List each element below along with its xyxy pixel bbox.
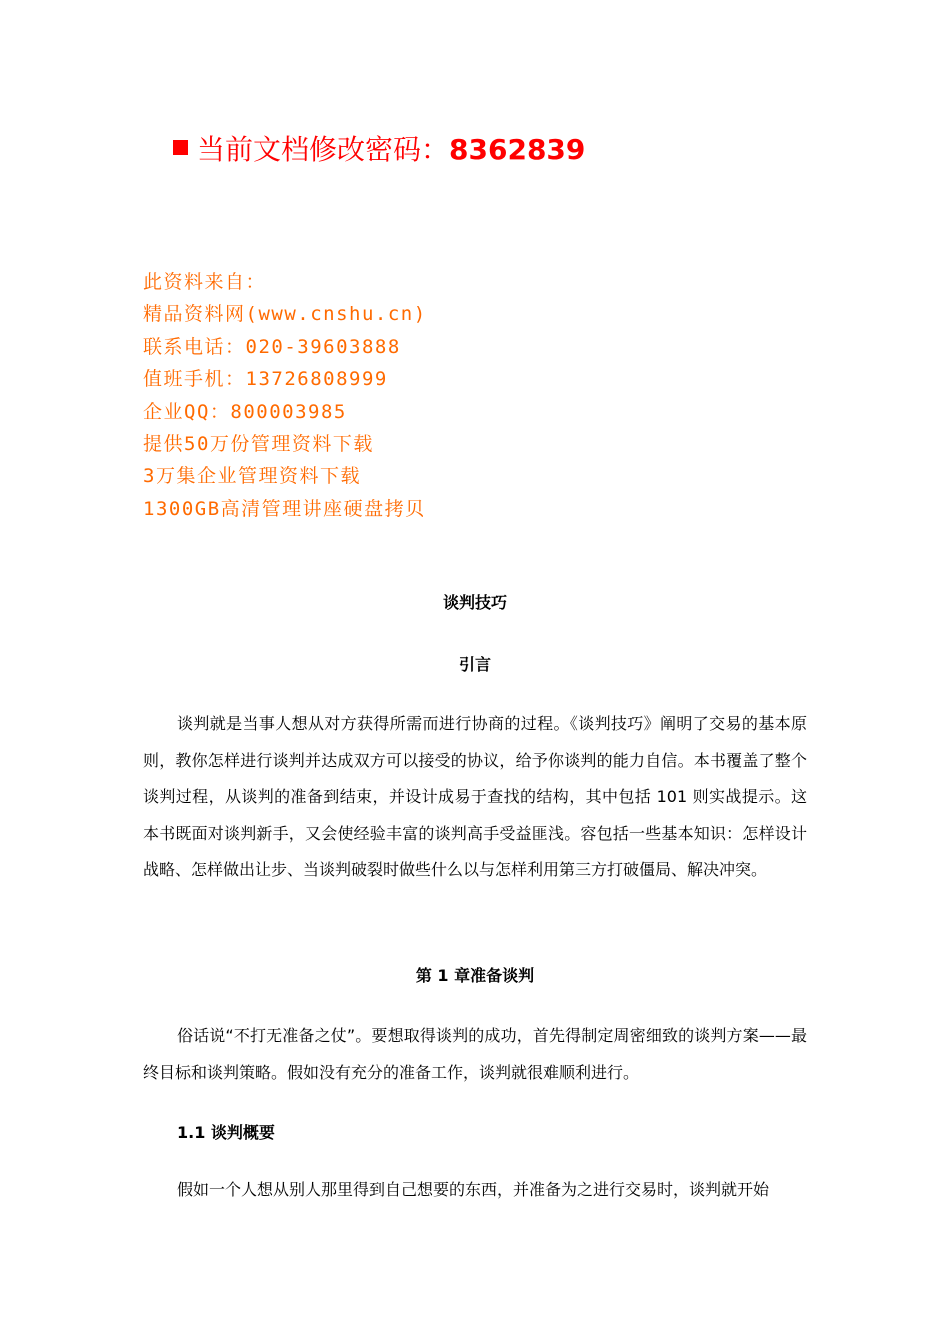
password-notice <box>173 128 585 172</box>
square-bullet-icon <box>173 140 188 155</box>
intro-heading: 引言 <box>458 655 491 674</box>
subsection-heading: 1.1 谈判概要 <box>177 1123 275 1142</box>
subsection-paragraph: 假如一个人想从别人那里得到自己想要的东西，并准备为之进行交易时，谈判就开始 <box>177 1180 770 1199</box>
source-line: 值班手机：13726808999 <box>143 368 388 391</box>
source-line: 此资料来自： <box>143 271 267 293</box>
source-line: 联系电话：020-39603888 <box>143 335 401 358</box>
source-line: 企业QQ：800003985 <box>143 400 347 423</box>
source-line: 3万集企业管理资料下载 <box>143 465 361 488</box>
password-code: 8362839 <box>449 133 586 166</box>
source-line: 提供50万份管理资料下载 <box>143 432 374 455</box>
source-info <box>143 266 427 525</box>
source-line: 精品资料网(www.cnshu.cn) <box>143 303 427 326</box>
chapter-heading: 第 1 章准备谈判 <box>415 966 535 985</box>
document-title: 谈判技巧 <box>442 593 507 612</box>
password-label: 当前文档修改密码： <box>197 133 450 166</box>
intro-paragraph: 谈判就是当事人想从对方获得所需而进行协商的过程。《谈判技巧》阐明了交易的基本原则，教你怎样进行谈判并达成双方可以接受的协议，给予你谈判的能力自信。本书覆盖了整个谈判过程，从谈判的准备到结束，并设计成易于查找的结构，其中包括 101 则实战提示。这本书既面对谈判新手，又会使经验丰富的谈判高手受益匪浅。容包括一些基本知识：怎样设计战略、怎样做出让步、当谈判破裂时做些什么以与怎样利用第三方打破僵局、解决冲突。 <box>143 714 807 879</box>
chapter-paragraph: 俗话说“不打无准备之仗”。要想取得谈判的成功，首先得制定周密细致的谈判方案——最终目标和谈判策略。假如没有充分的准备工作，谈判就很难顺利进行。 <box>143 1026 807 1082</box>
source-line: 1300GB高清管理讲座硬盘拷贝 <box>143 497 426 520</box>
